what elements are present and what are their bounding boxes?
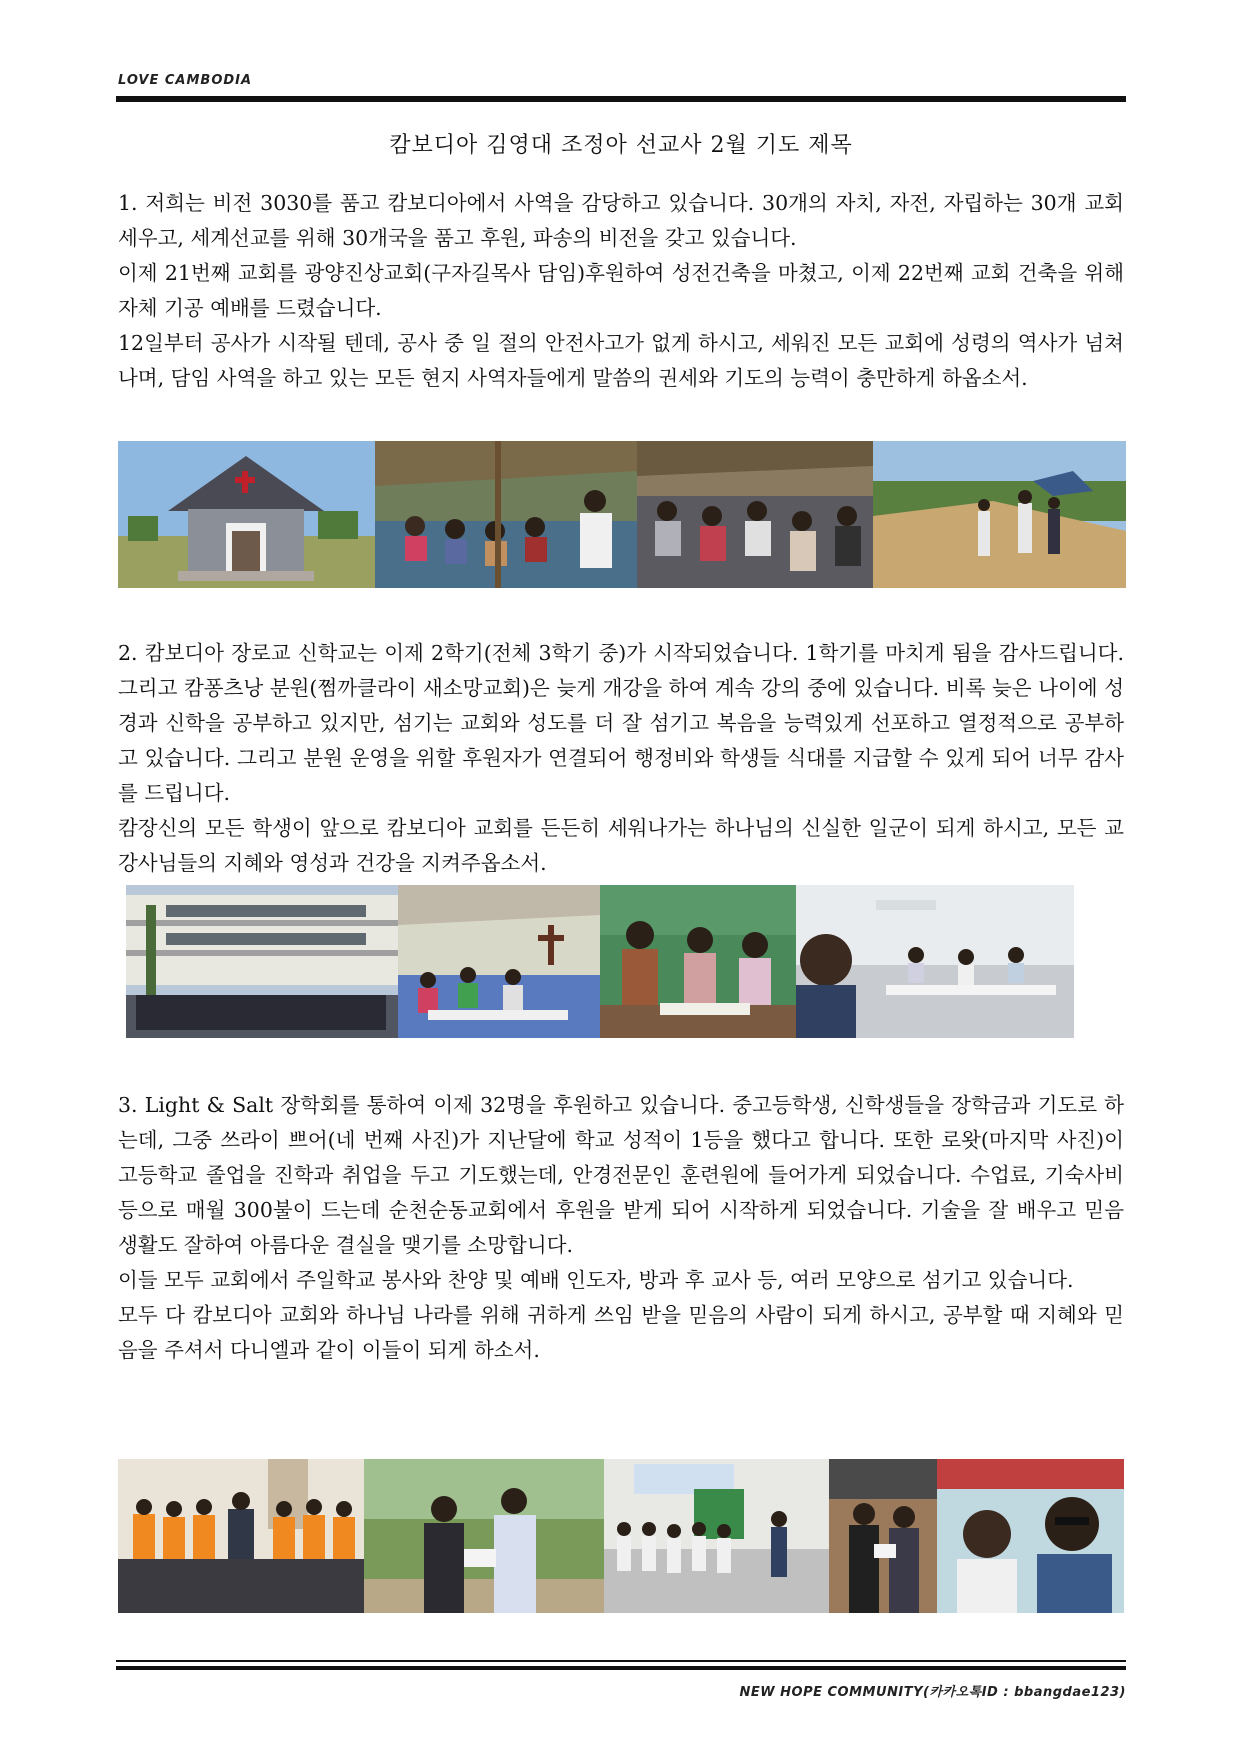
top-divider <box>116 96 1126 102</box>
selfie-classroom-photo <box>796 885 1074 1038</box>
section-3-line: 이들 모두 교회에서 주일학교 봉사와 찬양 및 예배 인도자, 방과 후 교사 등, 여러 모양으로 섬기고 있습니다. <box>118 1268 1074 1292</box>
handshake-photo <box>364 1459 604 1613</box>
seminary-group-photo <box>126 885 398 1038</box>
outdoor-service-photo <box>375 441 637 588</box>
bottom-divider <box>116 1660 1126 1662</box>
church-building-photo <box>118 441 375 588</box>
scholarship-students-photo <box>118 1459 364 1613</box>
students-study-photo <box>600 885 796 1038</box>
rowat-selfie-photo <box>937 1459 1124 1613</box>
section-2-line: 2. 캄보디아 장로교 신학교는 이제 2학기(전체 3학기 중)가 시작되었습니다. 1학기를 마치게 됨을 감사드립니다. 그리고 캄퐁츠낭 분원(쩜까클라이 새소망교회)은 늦게 개강을 하여 계속 강의 중에 있습니다. 비록 늦은 나이에 성경과 신학을 공부하고 있지만, 섬기는 교회와 성도를 더 잘 섬기고 복음을 능력있게 선포하고 열정적으로 공부하고 있습니다. 그리고 분원 운영을 위할 후원자가 연결되어 행정비와 학생들 식대를 지급할 수 있게 되어 너무 감사를 드립니다. <box>118 641 1124 805</box>
groundbreaking-photo <box>873 441 1126 588</box>
section-1-photos <box>118 441 1126 588</box>
section-2-text <box>118 636 1124 881</box>
page-title: 캄보디아 김영대 조정아 선교사 2월 기도 제목 <box>389 133 853 158</box>
school-assembly-photo <box>604 1459 829 1613</box>
section-1-line: 12일부터 공사가 시작될 텐데, 공사 중 일 절의 안전사고가 없게 하시고, 세워진 모든 교회에 성령의 역사가 넘쳐나며, 담임 사역을 하고 있는 모든 현지 사역자들에게 말씀의 권세와 기도의 능력이 충만하게 하옵소서. <box>118 331 1124 390</box>
section-3-photos <box>118 1459 1124 1613</box>
award-photo <box>829 1459 937 1613</box>
section-3-text <box>118 1088 1124 1368</box>
bottom-divider-thick <box>116 1666 1126 1670</box>
section-3-line: 모두 다 캄보디아 교회와 하나님 나라를 위해 귀하게 쓰임 받을 믿음의 사람이 되게 하시고, 공부할 때 지혜와 믿음을 주셔서 다니엘과 같이 이들이 되게 하소서. <box>118 1303 1124 1362</box>
section-2-photos <box>126 885 1074 1038</box>
section-1-line: 1. 저희는 비전 3030를 품고 캄보디아에서 사역을 감당하고 있습니다. 30개의 자치, 자전, 자립하는 30개 교회 세우고, 세계선교를 위해 30개국을 품고 후원, 파송의 비전을 갖고 있습니다. <box>118 191 1124 250</box>
footer-label: NEW HOPE COMMUNITY(카카오톡ID : bbangdae123) <box>739 1685 1126 1700</box>
section-1-text <box>118 186 1124 396</box>
section-1-line: 이제 21번째 교회를 광양진상교회(구자길목사 담임)후원하여 성전건축을 마쳤고, 이제 22번째 교회 건축을 위해 자체 기공 예배를 드렸습니다. <box>118 261 1124 320</box>
header-label: LOVE CAMBODIA <box>118 73 253 88</box>
section-2-line: 캄장신의 모든 학생이 앞으로 캄보디아 교회를 든든히 세워나가는 하나님의 신실한 일군이 되게 하시고, 모든 교강사님들의 지혜와 영성과 건강을 지켜주옵소서. <box>118 816 1124 875</box>
classroom-photo <box>398 885 600 1038</box>
section-3-line: 3. Light & Salt 장학회를 통하여 이제 32명을 후원하고 있습니다. 중고등학생, 신학생들을 장학금과 기도로 하는데, 그중 쓰라이 쁘어(네 번째 사진)가 지난달에 학교 성적이 1등을 했다고 합니다. 또한 로왓(마지막 사진)이 고등학교 졸업을 진학과 취업을 두고 기도했는데, 안경전문인 훈련원에 들어가게 되었습니다. 수업료, 기숙사비 등으로 매월 300불이 드는데 순천순동교회에서 후원을 받게 되어 시작하게 되었습니다. 기술을 잘 배우고 믿음 생활도 잘하여 아름다운 결실을 맺기를 소망합니다. <box>118 1093 1124 1257</box>
congregation-photo <box>637 441 873 588</box>
